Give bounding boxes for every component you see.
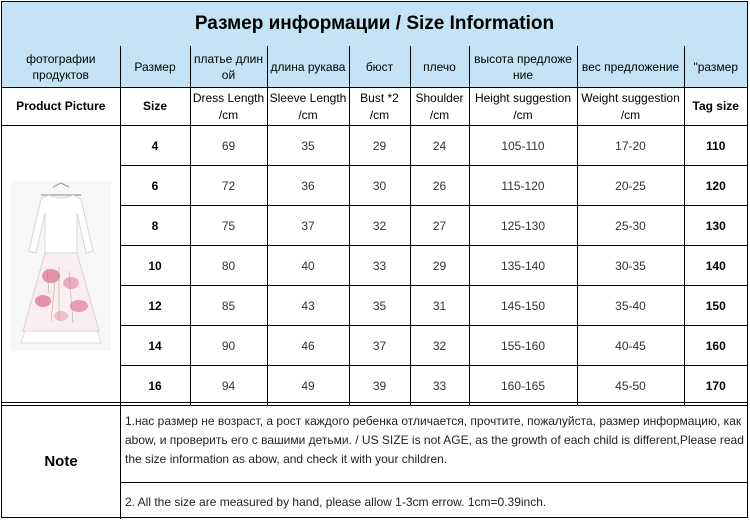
cell-bust: 33 [349, 246, 410, 286]
cell-weight: 17-20 [577, 126, 684, 166]
header-en-dress-length: Dress Length /cm [190, 88, 267, 126]
cell-shoulder: 31 [410, 286, 469, 326]
cell-tag-size: 130 [684, 206, 747, 246]
cell-tag-size: 170 [684, 366, 747, 406]
cell-height: 135-140 [469, 246, 577, 286]
header-en-weight: Weight suggestion /cm [577, 88, 684, 126]
cell-sleeve-length: 49 [267, 366, 349, 406]
cell-bust: 35 [349, 286, 410, 326]
header-ru-shoulder: плечо [410, 46, 469, 88]
note-label: Note [2, 403, 121, 519]
cell-height: 105-110 [469, 126, 577, 166]
cell-shoulder: 26 [410, 166, 469, 206]
cell-sleeve-length: 46 [267, 326, 349, 366]
cell-tag-size: 110 [684, 126, 747, 166]
product-picture-cell [2, 126, 120, 406]
cell-dress-length: 80 [190, 246, 267, 286]
cell-bust: 37 [349, 326, 410, 366]
cell-weight: 20-25 [577, 166, 684, 206]
cell-tag-size: 160 [684, 326, 747, 366]
cell-bust: 29 [349, 126, 410, 166]
size-table [2, 46, 747, 406]
cell-height: 145-150 [469, 286, 577, 326]
cell-size: 12 [120, 286, 190, 326]
cell-sleeve-length: 35 [267, 126, 349, 166]
header-en-sleeve-length: Sleeve Length /cm [267, 88, 349, 126]
header-en-shoulder: Shoulder /cm [410, 88, 469, 126]
header-ru-bust: бюст [349, 46, 410, 88]
cell-shoulder: 24 [410, 126, 469, 166]
note-text-2: 2. All the size are measured by hand, please allow 1-3cm errow. 1cm=0.39inch. [125, 494, 547, 509]
cell-sleeve-length: 37 [267, 206, 349, 246]
header-ru-dress-length: платье длин ой [190, 46, 267, 88]
cell-height: 160-165 [469, 366, 577, 406]
cell-shoulder: 33 [410, 366, 469, 406]
cell-weight: 45-50 [577, 366, 684, 406]
header-en-picture: Product Picture [2, 88, 120, 126]
cell-size: 10 [120, 246, 190, 286]
cell-dress-length: 72 [190, 166, 267, 206]
cell-weight: 35-40 [577, 286, 684, 326]
note-section [2, 402, 747, 519]
size-chart [1, 1, 748, 518]
header-ru-sleeve-length: длина рукава [267, 46, 349, 88]
cell-sleeve-length: 43 [267, 286, 349, 326]
cell-tag-size: 140 [684, 246, 747, 286]
header-ru-picture: фотографии продуктов [2, 46, 120, 88]
cell-size: 6 [120, 166, 190, 206]
cell-height: 125-130 [469, 206, 577, 246]
cell-weight: 25-30 [577, 206, 684, 246]
cell-size: 4 [120, 126, 190, 166]
cell-height: 115-120 [469, 166, 577, 206]
header-ru-weight: вес предложение [577, 46, 684, 88]
cell-weight: 30-35 [577, 246, 684, 286]
cell-weight: 40-45 [577, 326, 684, 366]
header-en-size: Size [120, 88, 190, 126]
cell-bust: 32 [349, 206, 410, 246]
cell-shoulder: 29 [410, 246, 469, 286]
table-row [2, 126, 747, 166]
cell-sleeve-length: 40 [267, 246, 349, 286]
cell-tag-size: 120 [684, 166, 747, 206]
header-ru-height: высота предложе ние [469, 46, 577, 88]
cell-size: 16 [120, 366, 190, 406]
header-en-tag: Tag size [684, 88, 747, 126]
cell-dress-length: 94 [190, 366, 267, 406]
header-ru-size: Размер [120, 46, 190, 88]
cell-size: 8 [120, 206, 190, 246]
chart-title: Размер информации / Size Information [2, 2, 747, 47]
cell-bust: 30 [349, 166, 410, 206]
header-row-english [2, 88, 747, 126]
cell-size: 14 [120, 326, 190, 366]
header-ru-tag: "размер [684, 46, 747, 88]
cell-dress-length: 90 [190, 326, 267, 366]
note-text-1: 1.нас размер не возраст, а рост каждого ребенка отличается, прочтите, пожалуйста, размер информацию, как abow, и проверить его с вашими детьми. / US SIZE is not AGE, as the growth of each child is different,Please read the size information as abow, and check it with your children. [121, 403, 747, 483]
cell-dress-length: 69 [190, 126, 267, 166]
cell-dress-length: 85 [190, 286, 267, 326]
cell-dress-length: 75 [190, 206, 267, 246]
header-en-bust: Bust *2 /cm [349, 88, 410, 126]
cell-sleeve-length: 36 [267, 166, 349, 206]
cell-tag-size: 150 [684, 286, 747, 326]
header-row-russian [2, 46, 747, 88]
cell-shoulder: 32 [410, 326, 469, 366]
dress-photo-icon [11, 181, 111, 351]
cell-bust: 39 [349, 366, 410, 406]
cell-height: 155-160 [469, 326, 577, 366]
cell-shoulder: 27 [410, 206, 469, 246]
header-en-height: Height suggestion /cm [469, 88, 577, 126]
